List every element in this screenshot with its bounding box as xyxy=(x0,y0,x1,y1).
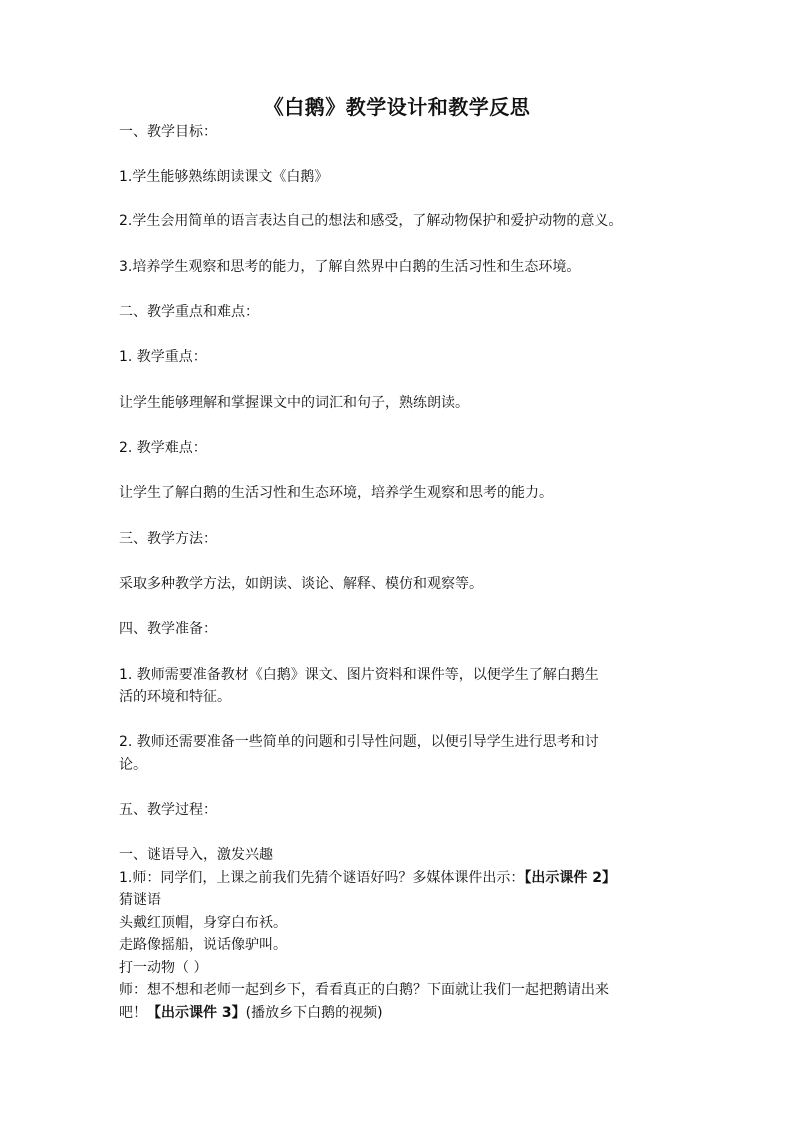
section-heading-key-points: 二、教学重点和难点： xyxy=(119,304,259,320)
preparation-item-2-line-2: 论。 xyxy=(119,757,147,773)
process-line-5: 打一动物（ ） xyxy=(119,960,208,976)
difficulty-text: 让学生了解白鹅的生活习性和生态环境，培养学生观察和思考的能力。 xyxy=(119,485,553,501)
process-line-2: 猜谜语 xyxy=(119,892,161,908)
section-heading-preparation: 四、教学准备： xyxy=(119,621,217,637)
process-line-7-text-b: (播放乡下白鹅的视频) xyxy=(245,1005,383,1021)
courseware-tag-3: 【出示课件 3】 xyxy=(147,1005,246,1021)
document-title: 《白鹅》教学设计和教学反思 xyxy=(263,95,531,119)
process-line-1 xyxy=(119,867,684,889)
process-line-7-text-a: 吧！ xyxy=(119,1005,147,1021)
section-heading-process: 五、教学过程： xyxy=(119,802,217,818)
preparation-item-1-line-1: 1. 教师需要准备教材《白鹅》课文、图片资料和课件等，以便学生了解白鹅生 xyxy=(119,667,599,683)
section-heading-methods: 三、教学方法： xyxy=(119,531,217,547)
process-subheading-riddle: 一、谜语导入，激发兴趣 xyxy=(119,847,273,863)
process-line-3: 头戴红顶帽，身穿白布袄。 xyxy=(119,915,287,931)
methods-text: 采取多种教学方法，如朗读、谈论、解释、模仿和观察等。 xyxy=(119,576,483,592)
section-heading-objectives: 一、教学目标： xyxy=(119,124,217,140)
key-point-heading: 1. 教学重点： xyxy=(119,349,207,365)
objective-item-1: 1.学生能够熟练朗读课文《白鹅》 xyxy=(119,169,329,185)
key-point-text: 让学生能够理解和掌握课文中的词汇和句子，熟练朗读。 xyxy=(119,395,469,411)
preparation-item-2-line-1: 2. 教师还需要准备一些简单的问题和引导性问题，以便引导学生进行思考和讨 xyxy=(119,734,599,750)
preparation-item-1-line-2: 活的环境和特征。 xyxy=(119,689,231,705)
courseware-tag-2: 【出示课件 2】 xyxy=(524,870,616,886)
process-line-7 xyxy=(119,1002,684,1024)
process-line-6: 师：想不想和老师一起到乡下，看看真正的白鹅？下面就让我们一起把鹅请出来 xyxy=(119,982,609,998)
objective-item-2: 2.学生会用简单的语言表达自己的想法和感受，了解动物保护和爱护动物的意义。 xyxy=(119,213,623,229)
process-line-4: 走路像摇船，说话像驴叫。 xyxy=(119,937,287,953)
process-line-1-text: 1.师：同学们，上课之前我们先猜个谜语好吗？多媒体课件出示： xyxy=(119,870,525,886)
objective-item-3: 3.培养学生观察和思考的能力，了解自然界中白鹅的生活习性和生态环境。 xyxy=(119,259,581,275)
difficulty-heading: 2. 教学难点： xyxy=(119,440,207,456)
